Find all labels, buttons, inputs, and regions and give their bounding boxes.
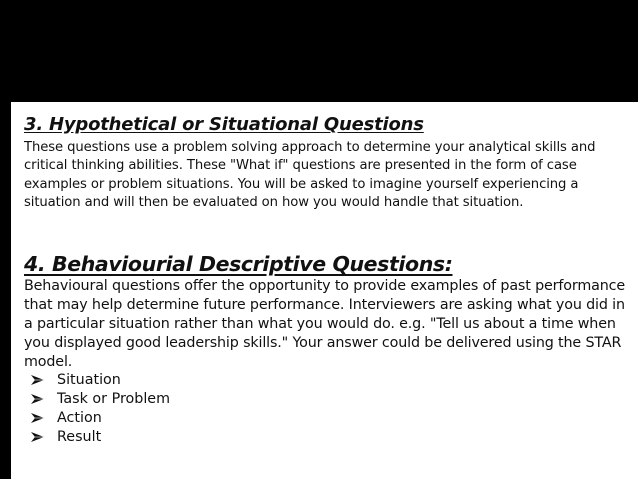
arrow-bullet-icon <box>31 431 47 443</box>
arrow-bullet-icon <box>31 374 47 386</box>
arrow-bullet-icon <box>31 393 47 405</box>
section4-body: Behavioural questions offer the opportunity to provide examples of past performance that may help determine future performance. Interviewers are asking what you did in a particular situation rather than what you would do. e.g. "Tell us about a time when you displayed good leadership skills." Your answer could be delivered using the STAR model. <box>24 278 625 370</box>
slide-content <box>11 102 638 479</box>
bullet-item <box>31 370 170 389</box>
bullet-label: Situation <box>57 371 121 388</box>
section4-heading: 4. Behaviourial Descriptive Questions: <box>24 252 453 276</box>
section3-body: These questions use a problem solving approach to determine your analytical skills and critical thinking abilities. These "What if" questions are presented in the form of case examples or problem situations. You will be asked to imagine yourself experiencing a situation and will then be evaluated on how you would handle that situation. <box>24 140 596 210</box>
bullet-item <box>31 389 170 408</box>
bullet-item <box>31 427 170 446</box>
arrow-bullet-icon <box>31 412 47 424</box>
section3-heading: 3. Hypothetical or Situational Questions <box>24 114 424 135</box>
bullet-item <box>31 408 170 427</box>
bullet-label: Action <box>57 409 102 426</box>
star-bullet-list <box>31 370 170 446</box>
bullet-label: Task or Problem <box>57 390 171 407</box>
bullet-label: Result <box>57 428 102 445</box>
